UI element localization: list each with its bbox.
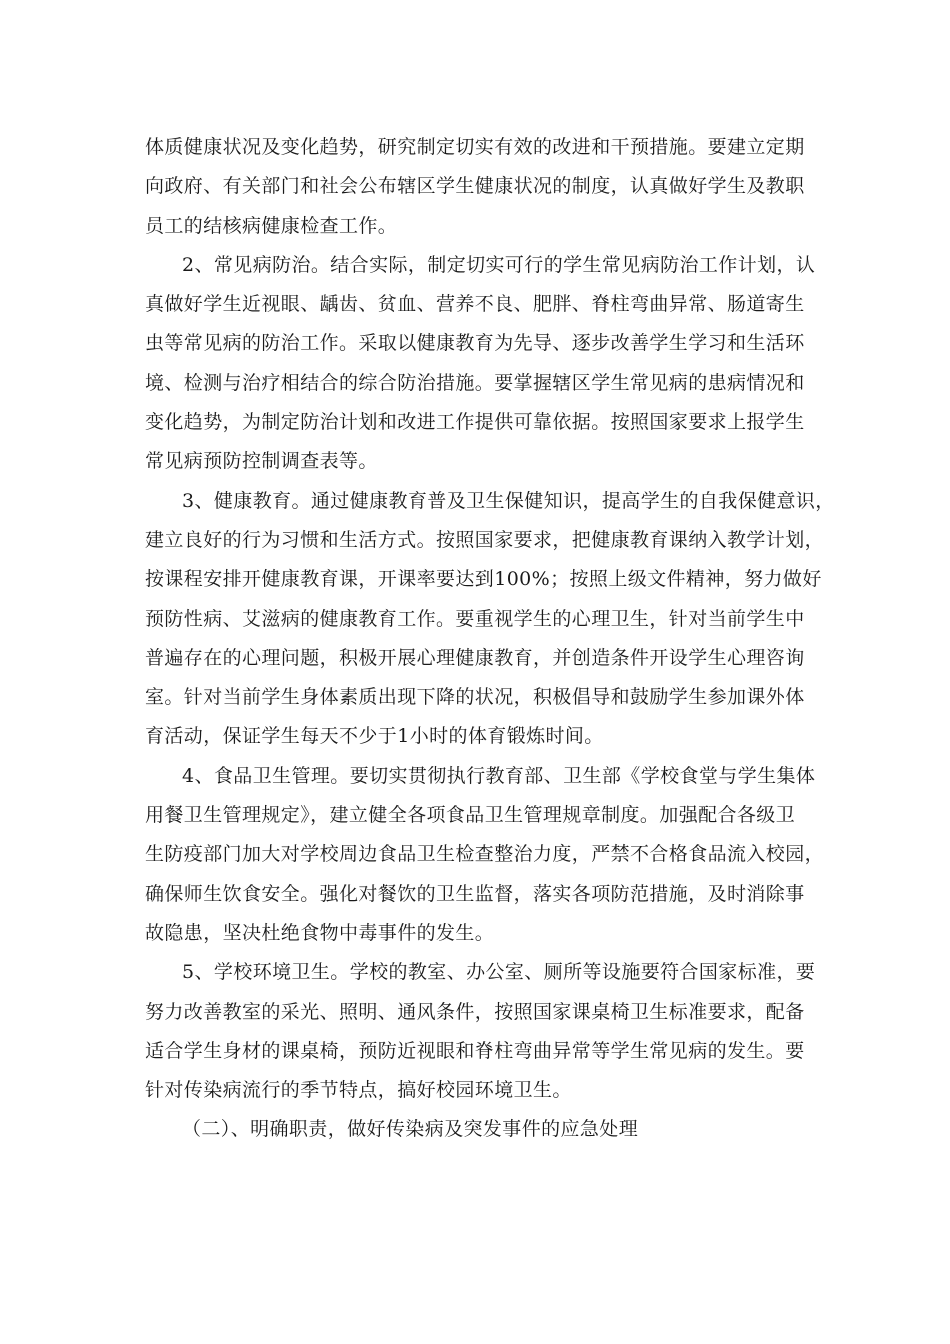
- text-line: 员工的结核病健康检查工作。: [145, 214, 398, 237]
- text-line: 按课程安排开健康教育课，开课率要达到100%；按照上级文件精神，努力做好: [145, 568, 822, 591]
- paragraph-first-line: 2、常见病防治。结合实际，制定切实可行的学生常见病防治工作计划，认: [182, 253, 816, 276]
- text-line: 普遍存在的心理问题，积极开展心理健康教育，并创造条件开设学生心理咨询: [145, 646, 805, 669]
- paragraph-first-line: （二）、明确职责，做好传染病及突发事件的应急处理: [182, 1118, 639, 1141]
- text-line: 室。针对当前学生身体素质出现下降的状况，积极倡导和鼓励学生参加课外体: [145, 686, 805, 709]
- text-line: 适合学生身材的课桌椅，预防近视眼和脊柱弯曲异常等学生常见病的发生。要: [145, 1039, 805, 1062]
- text-line: 针对传染病流行的季节特点，搞好校园环境卫生。: [145, 1079, 572, 1102]
- paragraph-first-line: 5、学校环境卫生。学校的教室、办公室、厕所等设施要符合国家标准，要: [182, 961, 816, 984]
- body-text: [145, 128, 835, 1150]
- text-line: 努力改善教室的采光、照明、通风条件，按照国家课桌椅卫生标准要求，配备: [145, 1000, 805, 1023]
- paragraph-first-line: 4、食品卫生管理。要切实贯彻执行教育部、卫生部《学校食堂与学生集体: [182, 764, 816, 787]
- text-line: 变化趋势，为制定防治计划和改进工作提供可靠依据。按照国家要求上报学生: [145, 411, 805, 434]
- text-line: 常见病预防控制调查表等。: [145, 450, 378, 473]
- text-line: 故隐患，坚决杜绝食物中毒事件的发生。: [145, 921, 495, 944]
- text-line: 建立良好的行为习惯和生活方式。按照国家要求，把健康教育课纳入教学计划，: [145, 528, 825, 551]
- text-line: 预防性病、艾滋病的健康教育工作。要重视学生的心理卫生，针对当前学生中: [145, 607, 805, 630]
- text-line: 虫等常见病的防治工作。采取以健康教育为先导、逐步改善学生学习和生活环: [145, 332, 805, 355]
- text-line: 真做好学生近视眼、龋齿、贫血、营养不良、肥胖、脊柱弯曲异常、肠道寄生: [145, 293, 805, 316]
- paragraph-first-line: 3、健康教育。通过健康教育普及卫生保健知识，提高学生的自我保健意识，: [182, 489, 835, 512]
- text-line: 体质健康状况及变化趋势，研究制定切实有效的改进和干预措施。要建立定期: [145, 136, 805, 158]
- text-line: 生防疫部门加大对学校周边食品卫生检查整治力度，严禁不合格食品流入校园，: [145, 843, 825, 866]
- text-line: 育活动，保证学生每天不少于1小时的体育锻炼时间。: [145, 725, 604, 748]
- text-line: 用餐卫生管理规定》，建立健全各项食品卫生管理规章制度。加强配合各级卫: [145, 804, 796, 827]
- text-line: 确保师生饮食安全。强化对餐饮的卫生监督，落实各项防范措施，及时消除事: [145, 882, 805, 905]
- text-line: 境、检测与治疗相结合的综合防治措施。要掌握辖区学生常见病的患病情况和: [145, 371, 805, 394]
- text-line: 向政府、有关部门和社会公布辖区学生健康状况的制度，认真做好学生及教职: [145, 175, 805, 198]
